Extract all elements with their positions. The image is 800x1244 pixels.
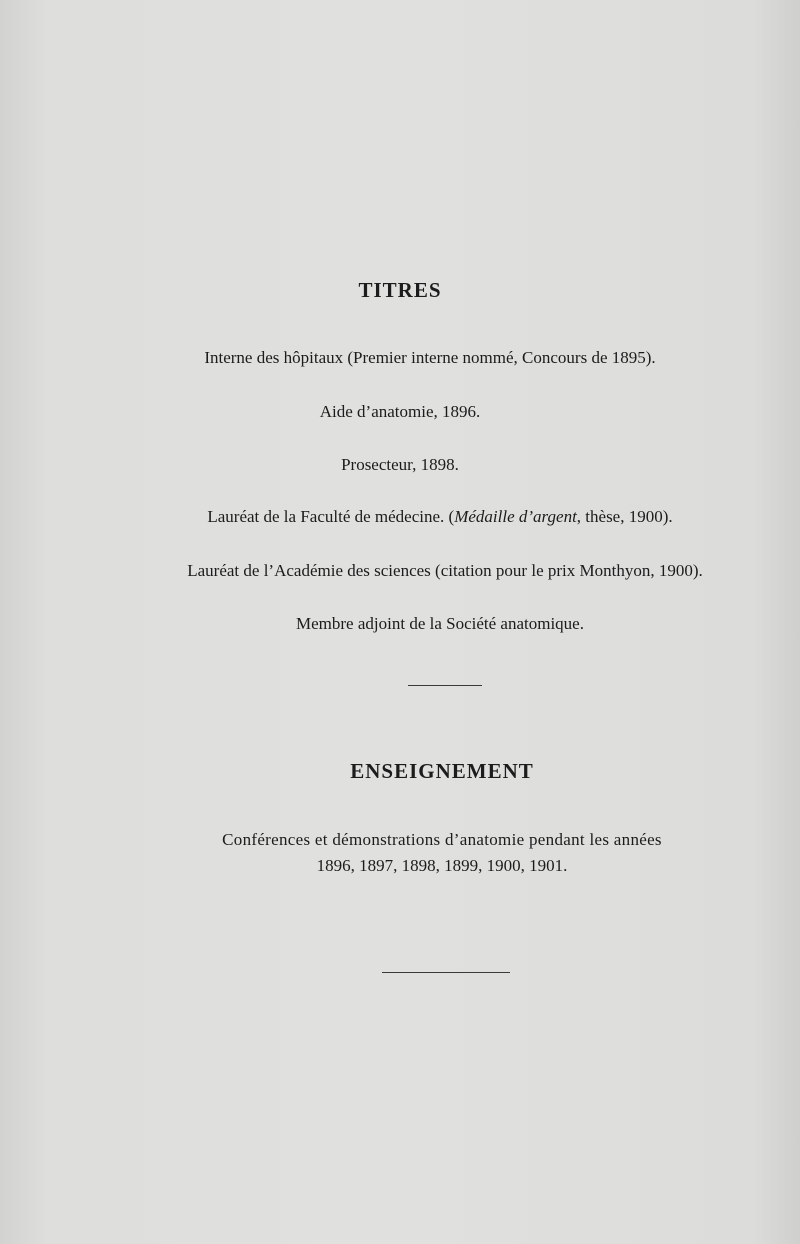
enseignement-line-2: 1896, 1897, 1898, 1899, 1900, 1901. [316, 856, 568, 875]
titre-laureat-faculte: Lauréat de la Faculté de médecine. (Médaille d’argent, thèse, 1900). [207, 507, 673, 526]
titre-interne: Interne des hôpitaux (Premier interne nommé, Concours de 1895). [204, 348, 656, 367]
titre-aide-anatomie: Aide d’anatomie, 1896. [319, 402, 481, 421]
end-divider [382, 972, 510, 973]
titre-laureat-academie: Lauréat de l’Académie des sciences (citation pour le prix Monthyon, 1900). [187, 561, 703, 580]
titre-membre-societe: Membre adjoint de la Société anatomique. [296, 614, 584, 633]
medaille-italic: Médaille d’argent [454, 507, 577, 526]
section-heading-enseignement: ENSEIGNEMENT [350, 759, 534, 783]
titre-prosecteur: Prosecteur, 1898. [341, 455, 459, 474]
section-divider [408, 685, 482, 686]
enseignement-line-1: Conférences et démonstrations d’anatomie pendant les années [222, 830, 662, 849]
section-heading-titres: TITRES [358, 278, 442, 302]
